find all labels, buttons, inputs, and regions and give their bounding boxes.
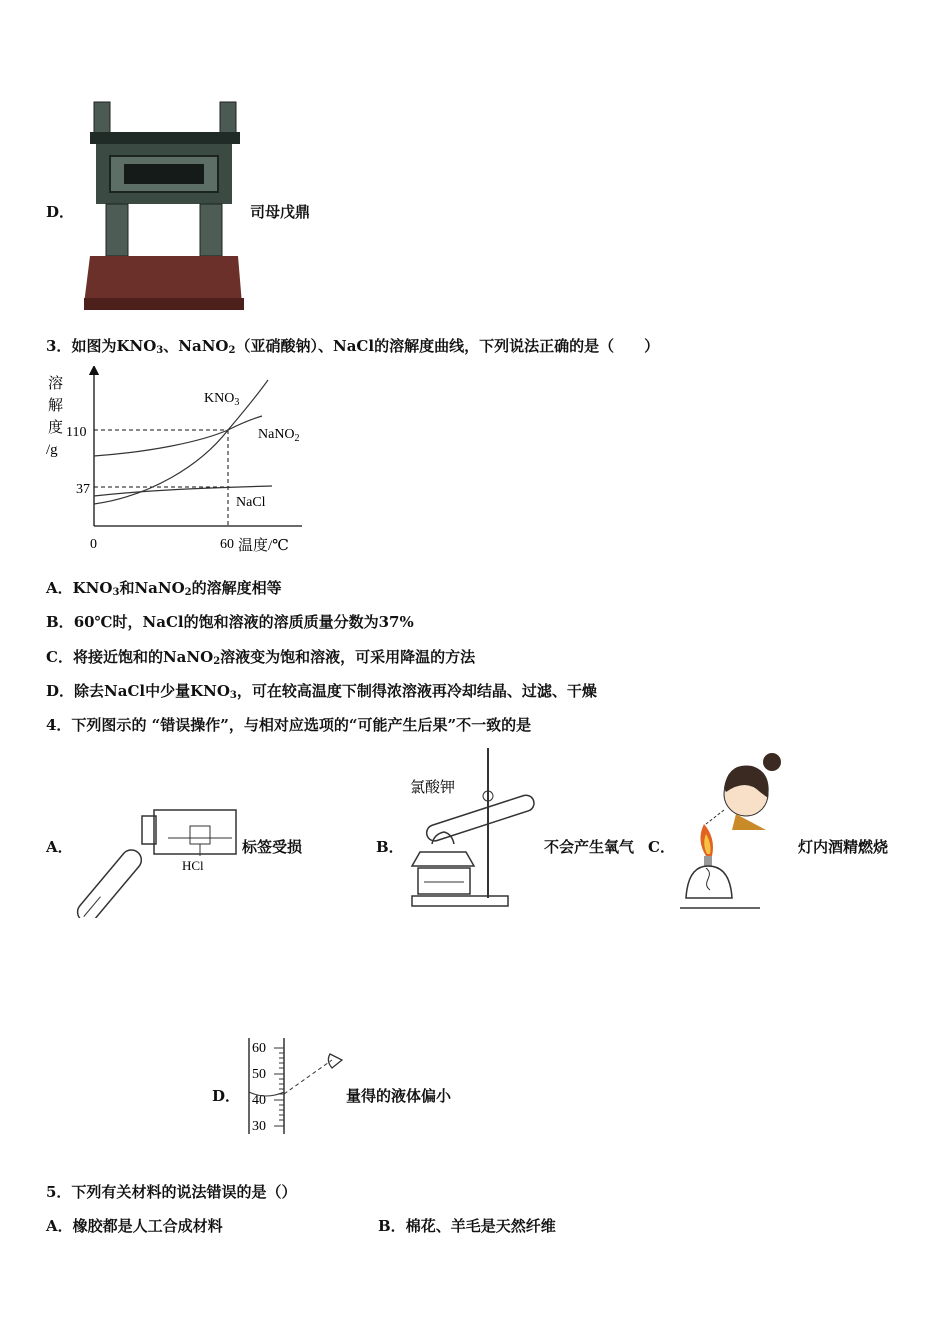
heating-kclo3-image	[404, 748, 544, 912]
xlabel: 温度/℃	[238, 538, 289, 554]
q2-option-d-text: 司母戊鼎	[250, 203, 311, 221]
q4-option-a-text: 标签受损	[242, 838, 303, 856]
ylabel-char-2: 解	[48, 398, 64, 414]
q4-option-c-label[interactable]: C．	[648, 838, 675, 856]
pouring-hcl-image	[72, 798, 242, 918]
q3-option-c[interactable]: C．将接近饱和的NaNO$_2$溶液变为饱和溶液，可采用降温的方法	[46, 648, 476, 667]
q5-option-a[interactable]: A．橡胶都是人工合成材料	[46, 1217, 223, 1235]
graduated-cylinder-image	[240, 1034, 350, 1136]
nacl-label: NaCl	[236, 495, 266, 510]
kno3-label: $KNO_3$	[204, 391, 240, 408]
tick-60: 60	[220, 537, 234, 552]
solubility-chart	[40, 366, 320, 562]
nano2-curve	[94, 416, 262, 456]
q4-option-d-text: 量得的液体偏小	[346, 1087, 452, 1105]
nano2-label: NaNO$_2$	[258, 427, 300, 444]
q3-option-a[interactable]: A．$KNO_3$和NaNO$_2$的溶解度相等	[46, 579, 282, 598]
q4-option-b-label[interactable]: B．	[376, 838, 404, 856]
q3-stem: 3．如图为$KNO_3$、NaNO$_2$（亚硝酸钠）、NaCl的溶解度曲线，下列说法正确的是（ ）	[46, 337, 660, 356]
bronze-ding-image	[84, 98, 244, 314]
cyl-tick-30: 30	[252, 1119, 266, 1134]
q3-option-b[interactable]: B．60℃时，NaCl的饱和溶液的溶质质量分数为37%	[46, 613, 414, 631]
ylabel-char-1: 溶	[48, 376, 64, 392]
q4-option-d-label[interactable]: D．	[212, 1087, 241, 1105]
q5-stem: 5．下列有关材料的说法错误的是（）	[46, 1183, 297, 1201]
hcl-text: HCl	[182, 858, 204, 873]
q3-option-d[interactable]: D．除去NaCl中少量$KNO_3$，可在较高温度下制得浓溶液再冷却结晶、过滤、干燥	[46, 682, 597, 701]
q5-option-b[interactable]: B．棉花、羊毛是天然纤维	[378, 1217, 556, 1235]
kno3-curve	[94, 380, 268, 504]
tick-37: 37	[76, 482, 90, 497]
cyl-tick-60: 60	[252, 1041, 266, 1056]
blowing-lamp-image	[676, 748, 786, 912]
q2-option-d-label: D．	[46, 203, 75, 221]
q4-option-c-text: 灯内酒精燃烧	[798, 838, 889, 856]
kclo3-text: 氯酸钾	[410, 780, 456, 796]
ylabel-char-4: /g	[46, 442, 58, 458]
q4-option-b-text: 不会产生氧气	[544, 838, 635, 856]
cyl-tick-50: 50	[252, 1067, 266, 1082]
tick-origin: 0	[90, 537, 97, 552]
q4-option-a-label[interactable]: A．	[46, 838, 73, 856]
ylabel-char-3: 度	[48, 420, 64, 436]
tick-110: 110	[66, 425, 87, 440]
q4-stem: 4．下列图示的 “错误操作”，与相对应选项的“可能产生后果”不一致的是	[46, 716, 532, 734]
cyl-tick-40: 40	[252, 1093, 266, 1108]
